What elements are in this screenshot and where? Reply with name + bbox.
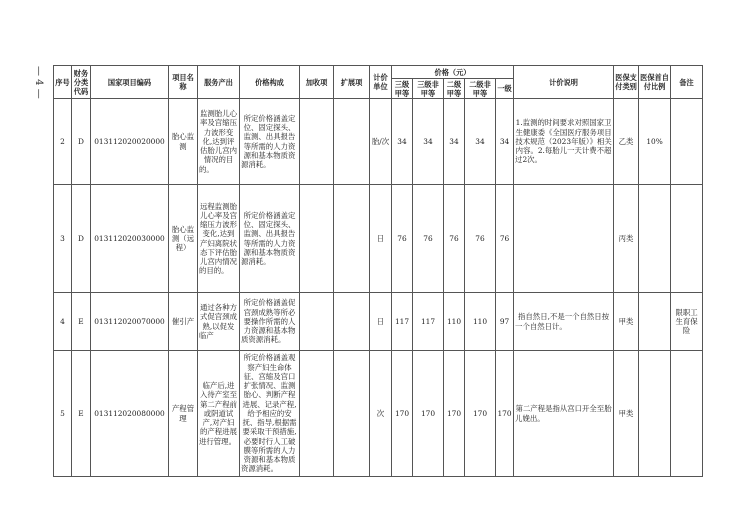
cell-output: 通过各种方式促宫颈成熟,以促发临产 bbox=[198, 293, 240, 351]
header-self-pay: 医保首自付比例 bbox=[639, 66, 671, 99]
cell-price: 170 bbox=[496, 351, 514, 477]
fee-schedule-table bbox=[53, 65, 703, 477]
cell-seq: 5 bbox=[54, 351, 72, 477]
cell-composition: 所定价格涵盖定位、固定探头、监测、出具报告等所需的人力资源和基本物质资源消耗。 bbox=[240, 185, 300, 293]
cell-category: E bbox=[72, 351, 91, 477]
cell-unit: 次 bbox=[370, 351, 392, 477]
cell-price: 110 bbox=[465, 293, 496, 351]
cell-insurance-class: 乙类 bbox=[614, 99, 639, 185]
header-price-level: 三级甲等 bbox=[392, 79, 413, 99]
table-row bbox=[54, 351, 703, 477]
header-unit: 计价单位 bbox=[370, 66, 392, 99]
cell-price: 117 bbox=[392, 293, 413, 351]
header-code: 国家项目编码 bbox=[91, 66, 169, 99]
cell-price: 170 bbox=[465, 351, 496, 477]
cell-extension bbox=[334, 351, 370, 477]
cell-price: 170 bbox=[413, 351, 444, 477]
cell-addon bbox=[300, 185, 334, 293]
cell-price: 34 bbox=[392, 99, 413, 185]
header-category: 财务分类代码 bbox=[72, 66, 91, 99]
header-price-level: 一级 bbox=[496, 79, 514, 99]
cell-note: 1.监测的时间要求对照国家卫生健康委《全国医疗服务项目技术规范（2023年版）》相关内容。2.每胎儿一天计费不超过2次。 bbox=[514, 99, 614, 185]
header-addon: 加收项 bbox=[300, 66, 334, 99]
header-name: 项目名称 bbox=[169, 66, 198, 99]
cell-self-pay bbox=[639, 185, 671, 293]
cell-price: 170 bbox=[392, 351, 413, 477]
cell-price: 34 bbox=[413, 99, 444, 185]
cell-remark bbox=[671, 99, 703, 185]
cell-note: 第二产程是指从宫口开全至胎儿娩出。 bbox=[514, 351, 614, 477]
cell-unit: 日 bbox=[370, 293, 392, 351]
cell-category: E bbox=[72, 293, 91, 351]
cell-self-pay bbox=[639, 293, 671, 351]
cell-output: 远程监测胎儿心率及宫缩压力波形变化,达到产妇离院状态下评估胎儿宫内情况的目的。 bbox=[198, 185, 240, 293]
cell-addon bbox=[300, 99, 334, 185]
cell-seq: 3 bbox=[54, 185, 72, 293]
cell-addon bbox=[300, 293, 334, 351]
cell-output: 监测胎儿心率及宫缩压力波形变化,达到评估胎儿宫内情况的目的。 bbox=[198, 99, 240, 185]
cell-code: 013112020080000 bbox=[91, 351, 169, 477]
cell-code: 013112020030000 bbox=[91, 185, 169, 293]
cell-code: 013112020070000 bbox=[91, 293, 169, 351]
table-row bbox=[54, 99, 703, 185]
cell-price: 34 bbox=[496, 99, 514, 185]
cell-unit: 日 bbox=[370, 185, 392, 293]
cell-price: 110 bbox=[444, 293, 465, 351]
cell-insurance-class: 丙类 bbox=[614, 185, 639, 293]
header-insurance-class: 医保支付类别 bbox=[614, 66, 639, 99]
cell-seq: 2 bbox=[54, 99, 72, 185]
header-remark: 备注 bbox=[671, 66, 703, 99]
cell-note: 指自然日,不是一个自然日按一个自然日计。 bbox=[514, 293, 614, 351]
table-row bbox=[54, 293, 703, 351]
cell-name: 催引产 bbox=[169, 293, 198, 351]
cell-price: 170 bbox=[444, 351, 465, 477]
cell-name: 胎心监测 bbox=[169, 99, 198, 185]
cell-note bbox=[514, 185, 614, 293]
cell-output: 临产后,进入待产室至第二产程前或阴道试产,对产妇的产程进展进行管理。 bbox=[198, 351, 240, 477]
cell-price: 117 bbox=[413, 293, 444, 351]
cell-price: 97 bbox=[496, 293, 514, 351]
cell-price: 34 bbox=[465, 99, 496, 185]
cell-name: 胎心监测（远程） bbox=[169, 185, 198, 293]
cell-code: 013112020020000 bbox=[91, 99, 169, 185]
cell-self-pay bbox=[639, 351, 671, 477]
cell-remark: 限职工生育保险 bbox=[671, 293, 703, 351]
cell-self-pay: 10% bbox=[639, 99, 671, 185]
cell-insurance-class: 甲类 bbox=[614, 351, 639, 477]
cell-price: 76 bbox=[496, 185, 514, 293]
cell-composition: 所定价格涵盖促宫颈成熟等所必要操作所需的人力资源和基本物质资源消耗。 bbox=[240, 293, 300, 351]
header-price-level: 二级甲等 bbox=[444, 79, 465, 99]
cell-extension bbox=[334, 99, 370, 185]
cell-price: 76 bbox=[465, 185, 496, 293]
cell-remark bbox=[671, 351, 703, 477]
cell-addon bbox=[300, 351, 334, 477]
page-number: — 4 — bbox=[33, 66, 44, 99]
cell-composition: 所定价格涵盖观察产妇生命体征、宫缩及宫口扩张情况、监测胎心、判断产程进展、记录产程,给予相应的安抚、指导,根据需要采取干预措施,必要时行人工破膜等所需的人力资源和基本物质资源消耗。 bbox=[240, 351, 300, 477]
cell-unit: 胎/次 bbox=[370, 99, 392, 185]
header-price-group: 价格（元） bbox=[392, 66, 514, 79]
cell-price: 34 bbox=[444, 99, 465, 185]
header-price-level: 二级非甲等 bbox=[465, 79, 496, 99]
header-output: 服务产出 bbox=[198, 66, 240, 99]
cell-seq: 4 bbox=[54, 293, 72, 351]
cell-category: D bbox=[72, 99, 91, 185]
table-row bbox=[54, 185, 703, 293]
cell-extension bbox=[334, 293, 370, 351]
cell-extension bbox=[334, 185, 370, 293]
cell-remark bbox=[671, 185, 703, 293]
header-extension: 扩展项 bbox=[334, 66, 370, 99]
cell-composition: 所定价格涵盖定位、固定探头、监测、出具报告等所需的人力资源和基本物质资源消耗。 bbox=[240, 99, 300, 185]
header-seq: 序号 bbox=[54, 66, 72, 99]
cell-insurance-class: 甲类 bbox=[614, 293, 639, 351]
cell-price: 76 bbox=[413, 185, 444, 293]
header-composition: 价格构成 bbox=[240, 66, 300, 99]
cell-name: 产程管理 bbox=[169, 351, 198, 477]
cell-price: 76 bbox=[392, 185, 413, 293]
cell-category: D bbox=[72, 185, 91, 293]
header-note: 计价说明 bbox=[514, 66, 614, 99]
header-price-level: 三级非甲等 bbox=[413, 79, 444, 99]
table-header bbox=[54, 66, 703, 99]
cell-price: 76 bbox=[444, 185, 465, 293]
